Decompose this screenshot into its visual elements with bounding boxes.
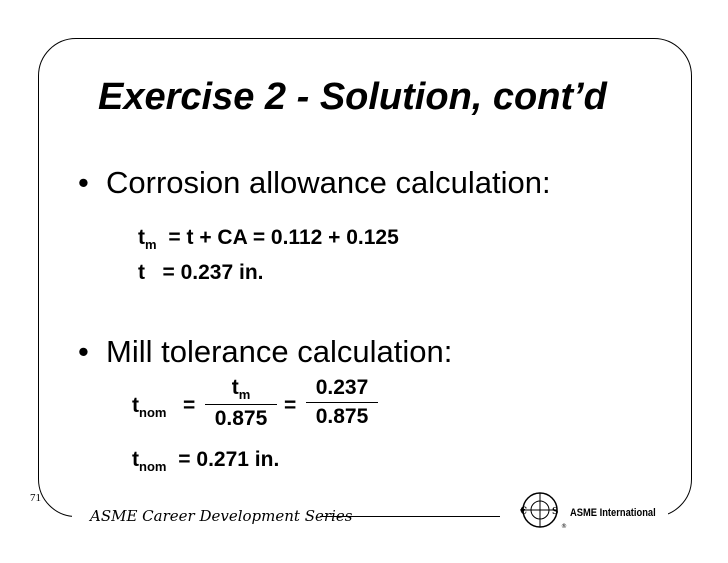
numerator: 0.237	[315, 376, 369, 399]
equals-sign: =	[284, 394, 297, 417]
var-t: t	[132, 394, 139, 417]
var-t: t	[231, 376, 239, 399]
denominator: 0.875	[214, 407, 268, 431]
brand-name: ASME International	[570, 507, 656, 519]
asme-logo-icon	[514, 490, 566, 530]
subscript-m: m	[145, 237, 157, 253]
denominator: 0.875	[315, 405, 369, 428]
bullet-dot: •	[78, 334, 89, 369]
subscript-m: m	[238, 387, 251, 403]
var-t: t	[132, 448, 139, 471]
subscript-nom: nom	[139, 459, 167, 475]
bullet-text: Mill tolerance calculation:	[106, 334, 453, 369]
equation-rhs: = t + CA = 0.112 + 0.125	[168, 226, 399, 249]
equals-sign: =	[183, 394, 196, 417]
fraction-tm-over-0875	[205, 376, 277, 431]
equation-t: t = 0.237 in.	[138, 261, 264, 284]
tnom-lhs	[132, 394, 166, 420]
svg-text:S: S	[552, 507, 559, 517]
equation-rhs: = 0.271 in.	[178, 448, 280, 471]
svg-text:€: €	[520, 506, 527, 517]
equation-tm	[138, 226, 399, 252]
bullet-text: Corrosion allowance calculation:	[106, 165, 551, 200]
subscript-nom: nom	[139, 405, 167, 421]
fraction-0237-over-0875	[306, 376, 378, 429]
page-number: 71	[30, 492, 41, 504]
numerator	[205, 376, 277, 402]
fraction-bar	[306, 402, 378, 403]
series-title: ASME Career Development Series	[90, 507, 353, 525]
bullet-dot: •	[78, 165, 89, 200]
slide-title: Exercise 2 - Solution, cont’d	[98, 76, 607, 118]
var-t: t	[138, 226, 145, 249]
bullet-mill-tolerance	[78, 334, 452, 370]
equation-tnom-result	[132, 448, 279, 474]
fraction-bar	[205, 404, 277, 405]
registered-mark: ®	[561, 523, 567, 530]
bullet-corrosion	[78, 165, 551, 201]
